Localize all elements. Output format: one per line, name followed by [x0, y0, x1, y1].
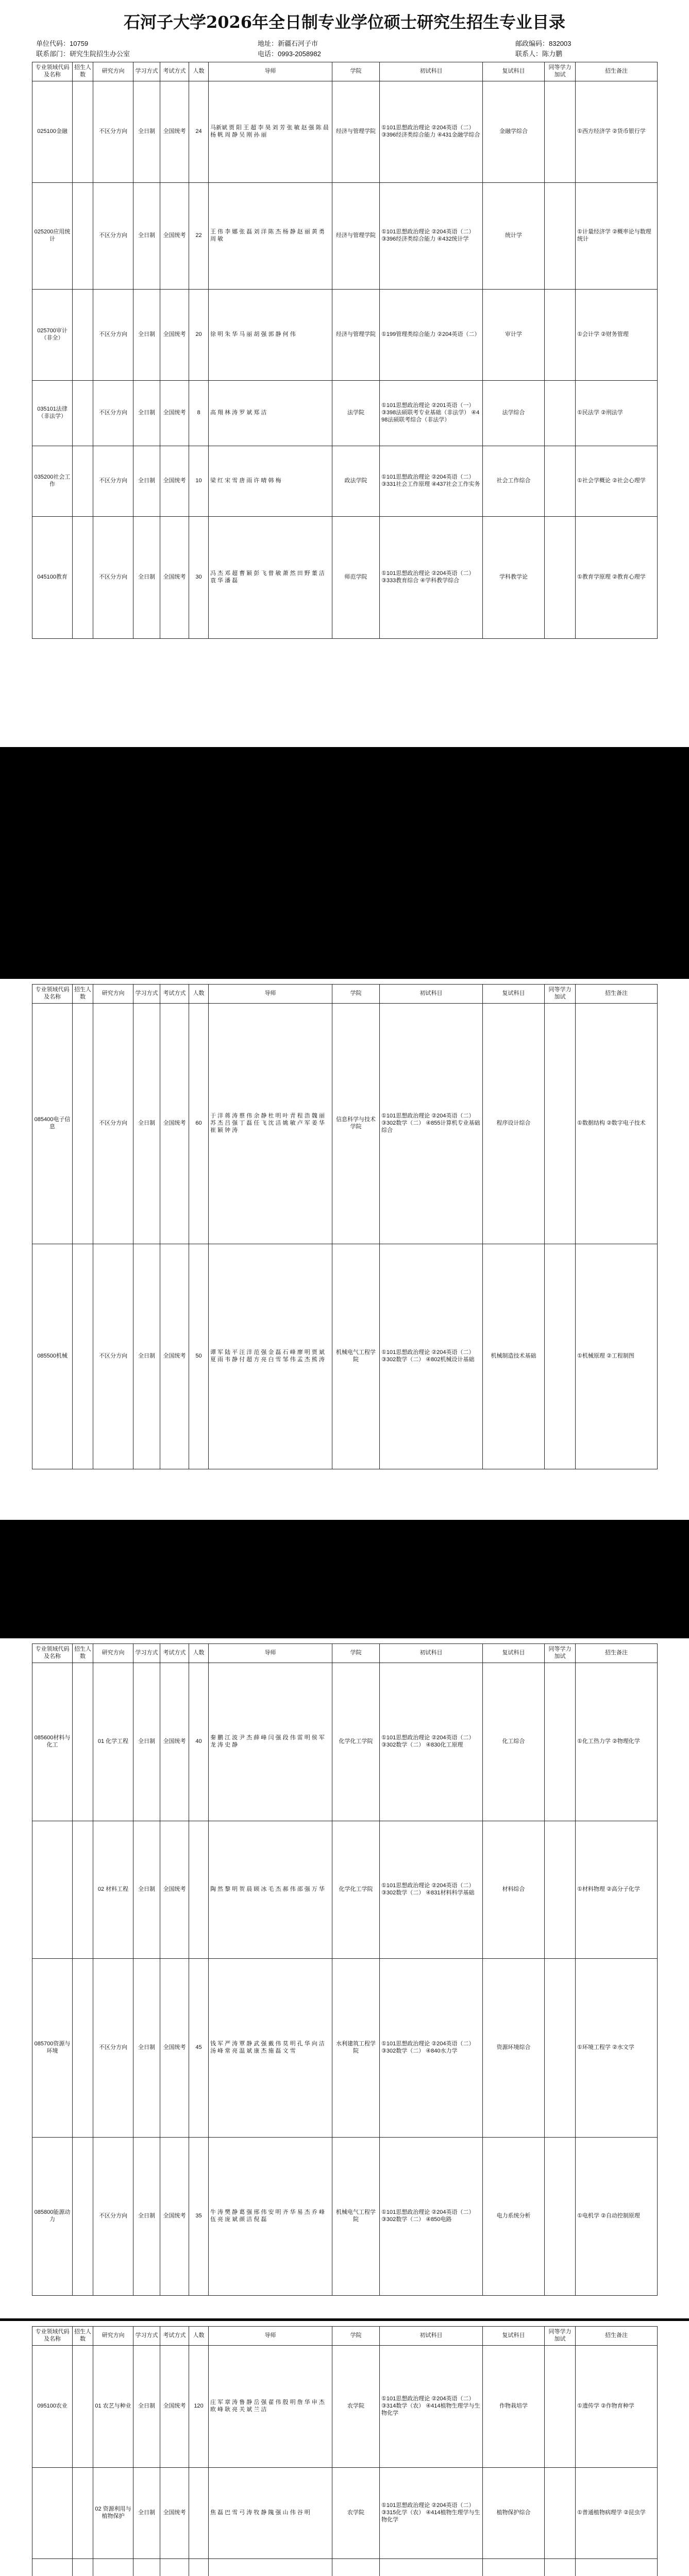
table-cell [545, 2346, 576, 2468]
table-row [32, 381, 658, 446]
table-cell: 植物保护综合 [483, 2468, 545, 2559]
table-cell: 全日制 [133, 81, 160, 183]
column-header: 同等学力加试 [545, 985, 576, 1004]
table-cell: 化工综合 [483, 1663, 545, 1821]
table-cell: ①101思想政治理论 ②204英语（二） ③302数学（二） ④802机械设计基础 [380, 1244, 483, 1469]
table-cell [73, 2559, 93, 2576]
table-cell [545, 2138, 576, 2296]
table-cell: 全国统考 [160, 81, 189, 183]
column-header: 专业领域代码及名称 [32, 2327, 73, 2346]
table-cell [32, 1821, 73, 1959]
column-header: 同等学力加试 [545, 2327, 576, 2346]
table-cell: 不区分方向 [93, 81, 133, 183]
table-cell: 全国统考 [160, 381, 189, 446]
table-cell: 水利建筑工程学院 [332, 1959, 380, 2138]
table-cell: ①101思想政治理论 ②204英语（二） ③302数学（二） ④830化工原理 [380, 1663, 483, 1821]
table-cell [545, 517, 576, 639]
column-header: 研究方向 [93, 62, 133, 81]
table-cell: 035200社会工作 [32, 446, 73, 517]
column-header: 考试方式 [160, 62, 189, 81]
column-header: 专业领域代码及名称 [32, 62, 73, 81]
table-cell: 高 翔 林 涛 罗 斌 郑 洁 [209, 381, 332, 446]
table-cell: ①教育学原理 ②教育心理学 [576, 517, 658, 639]
table-cell: 秦 鹏 江 波 尹 杰 薛 峰 闫 强 段 伟 雷 明 侯 军 龙 涛 史 静 [209, 1663, 332, 1821]
unit-phone: 0993-2058982 [278, 50, 321, 58]
table-cell [545, 381, 576, 446]
table-cell [32, 2559, 73, 2576]
unit-address: 新疆石河子市 [278, 40, 318, 47]
table-cell [483, 2559, 545, 2576]
column-header: 招生人数 [73, 62, 93, 81]
table-cell: 法学院 [332, 381, 380, 446]
column-header: 复试科目 [483, 1644, 545, 1663]
table-cell [545, 446, 576, 517]
table-cell: 全日制 [133, 1004, 160, 1244]
table-cell: 120 [189, 2346, 209, 2468]
table-cell: ①101思想政治理论 ②204英语（二） ③396经济类综合能力 ④431金融学综合 [380, 81, 483, 183]
table-cell: 王 伟 李 娜 张 磊 刘 洋 陈 杰 杨 静 赵 丽 黄 勇 周 敏 [209, 183, 332, 290]
column-header: 同等学力加试 [545, 62, 576, 81]
table-cell: 20 [189, 290, 209, 381]
unit-code: 10759 [70, 40, 89, 47]
table-cell [73, 1663, 93, 1821]
table-cell: 085400电子信息 [32, 1004, 73, 1244]
table-cell [576, 2559, 658, 2576]
table-cell: 庄 军 章 涛 鲁 静 岳 强 翟 伟 殷 明 詹 华 申 杰 欧 峰 耿 亮 关 斌 兰 洁 [209, 2346, 332, 2468]
table-cell: ①材料物理 ②高分子化学 [576, 1821, 658, 1959]
table-cell: 085700资源与环境 [32, 1959, 73, 2138]
column-header: 招生备注 [576, 985, 658, 1004]
table-cell: ①普通植物病理学 ②昆虫学 [576, 2468, 658, 2559]
table-cell: 025100金融 [32, 81, 73, 183]
column-header: 招生人数 [73, 1644, 93, 1663]
column-header: 学习方式 [133, 62, 160, 81]
table-cell [73, 381, 93, 446]
column-header: 初试科目 [380, 62, 483, 81]
table-cell: ①199管理类综合能力 ②204英语（二） [380, 290, 483, 381]
table-cell: 全国统考 [160, 1821, 189, 1959]
column-header: 学习方式 [133, 2327, 160, 2346]
table-cell: ①数据结构 ②数字电子技术 [576, 1004, 658, 1244]
table-cell [160, 2559, 189, 2576]
table-cell: 全日制 [133, 183, 160, 290]
table-cell: 全国统考 [160, 1004, 189, 1244]
table-row [32, 446, 658, 517]
table-cell: 化学化工学院 [332, 1821, 380, 1959]
column-header: 招生备注 [576, 1644, 658, 1663]
column-header: 同等学力加试 [545, 1644, 576, 1663]
table-cell: 不区分方向 [93, 290, 133, 381]
table-cell [545, 1004, 576, 1244]
table-cell: 02 资源利用与植物保护 [93, 2468, 133, 2559]
table-cell: ①101思想政治理论 ②204英语（二） ③302数学（二） ④840水力学 [380, 1959, 483, 2138]
table-cell [189, 2559, 209, 2576]
table-cell: 10 [189, 446, 209, 517]
table-row [32, 1004, 658, 1244]
table-cell [93, 2559, 133, 2576]
table-cell: 全国统考 [160, 290, 189, 381]
table-cell [73, 1821, 93, 1959]
table-cell [73, 183, 93, 290]
table-cell: 095100农业 [32, 2346, 73, 2468]
catalog-table [32, 62, 658, 639]
table-cell: ①西方经济学 ②货币银行学 [576, 81, 658, 183]
column-header: 招生备注 [576, 2327, 658, 2346]
catalog-table [32, 1643, 658, 2296]
table-cell [545, 81, 576, 183]
column-header: 导师 [209, 985, 332, 1004]
table-cell: 全国统考 [160, 2346, 189, 2468]
table-row [32, 2346, 658, 2468]
table-cell: 22 [189, 183, 209, 290]
table-cell: ①101思想政治理论 ②204英语（二） ③302数学（二） ④855计算机专业基础综合 [380, 1004, 483, 1244]
table-cell: 全国统考 [160, 1244, 189, 1469]
table-cell: ①101思想政治理论 ②204英语（二） ③315化学（农） ④414植物生理学与生物化学 [380, 2468, 483, 2559]
table-cell: 农学院 [332, 2468, 380, 2559]
page-3 [0, 1638, 689, 2318]
table-cell: 经济与管理学院 [332, 290, 380, 381]
scan-gap [0, 747, 689, 979]
table-cell: 全日制 [133, 1663, 160, 1821]
table-cell: 不区分方向 [93, 381, 133, 446]
table-cell: 全国统考 [160, 1959, 189, 2138]
table-cell: 02 材料工程 [93, 1821, 133, 1959]
column-header: 专业领域代码及名称 [32, 985, 73, 1004]
column-header: 学习方式 [133, 985, 160, 1004]
table-cell: 不区分方向 [93, 446, 133, 517]
table-cell: 50 [189, 1244, 209, 1469]
unit-dept: 研究生院招生办公室 [70, 50, 130, 58]
table-cell [545, 2559, 576, 2576]
table-cell: 085800能源动力 [32, 2138, 73, 2296]
table-row [32, 1821, 658, 1959]
table-cell: 全日制 [133, 1959, 160, 2138]
column-header: 考试方式 [160, 2327, 189, 2346]
table-cell [73, 1004, 93, 1244]
table-cell: 不区分方向 [93, 1959, 133, 2138]
catalog-table [32, 2326, 658, 2576]
column-header: 导师 [209, 62, 332, 81]
header-row [32, 2327, 658, 2346]
table-cell: 金融学综合 [483, 81, 545, 183]
table-cell: 梁 红 宋 雪 唐 雨 许 晴 韩 梅 [209, 446, 332, 517]
table-cell: 全国统考 [160, 1663, 189, 1821]
table-cell [380, 2559, 483, 2576]
table-cell: ①社会学概论 ②社会心理学 [576, 446, 658, 517]
table-cell [545, 1821, 576, 1959]
column-header: 导师 [209, 2327, 332, 2346]
table-cell [189, 2468, 209, 2559]
table-cell: 025200应用统计 [32, 183, 73, 290]
table-cell: 8 [189, 381, 209, 446]
table-cell: ①化工热力学 ②物理化学 [576, 1663, 658, 1821]
header-row [32, 1644, 658, 1663]
column-header: 人数 [189, 985, 209, 1004]
unit-zip: 832003 [549, 40, 572, 47]
table-cell: ①会计学 ②财务管理 [576, 290, 658, 381]
table-cell: 程序设计综合 [483, 1004, 545, 1244]
table-cell: 全日制 [133, 517, 160, 639]
table-row [32, 2559, 658, 2576]
table-row [32, 1244, 658, 1469]
table-cell: 政法学院 [332, 446, 380, 517]
column-header: 研究方向 [93, 985, 133, 1004]
table-cell: 学科教学论 [483, 517, 545, 639]
table-cell: 025700审计（非全） [32, 290, 73, 381]
table-cell: 全日制 [133, 2138, 160, 2296]
table-cell: ①101思想政治理论 ②204英语（二） ③331社会工作原理 ④437社会工作实务 [380, 446, 483, 517]
table-cell [73, 1244, 93, 1469]
table-cell: ①101思想政治理论 ②204英语（二） ③302数学（二） ④850电路 [380, 2138, 483, 2296]
table-cell [73, 290, 93, 381]
table-cell: 于 洋 蒋 涛 蔡 伟 余 静 杜 明 叶 青 程 浩 魏 丽 苏 杰 吕 强 丁 磊 任 飞 沈 洁 姚 敏 卢 军 姜 华 崔 颖 钟 涛 [209, 1004, 332, 1244]
table-cell: 全日制 [133, 1821, 160, 1959]
table-cell: 钱 军 严 涛 覃 静 武 强 戴 伟 莫 明 孔 华 向 洁 汤 峰 常 亮 温 斌 康 杰 施 磊 文 雪 [209, 1959, 332, 2138]
header-row [32, 985, 658, 1004]
table-cell: ①101思想政治理论 ②204英语（二） ③396经济类综合能力 ④432统计学 [380, 183, 483, 290]
table-row [32, 517, 658, 639]
table-cell [545, 183, 576, 290]
table-cell: 冯 杰 邓 超 曹 颖 彭 飞 曾 敏 萧 然 田 野 董 洁 袁 华 潘 磊 [209, 517, 332, 639]
page-4 [0, 2321, 689, 2576]
table-cell [73, 2138, 93, 2296]
table-cell: ①遗传学 ②作物育种学 [576, 2346, 658, 2468]
table-cell [189, 1821, 209, 1959]
column-header: 初试科目 [380, 1644, 483, 1663]
table-cell: 经济与管理学院 [332, 183, 380, 290]
table-cell: 全国统考 [160, 183, 189, 290]
table-cell: 全日制 [133, 2346, 160, 2468]
table-cell: 不区分方向 [93, 1244, 133, 1469]
table-row [32, 1959, 658, 2138]
column-header: 研究方向 [93, 2327, 133, 2346]
table-cell: 谭 军 陆 平 汪 洋 范 强 金 磊 石 峰 廖 明 贾 斌 夏 雨 韦 静 付 超 方 亮 白 雪 邹 伟 孟 杰 熊 涛 [209, 1244, 332, 1469]
scan-gap [0, 1520, 689, 1638]
column-header: 初试科目 [380, 2327, 483, 2346]
table-row [32, 183, 658, 290]
table-cell [73, 81, 93, 183]
table-cell: 陶 然 黎 明 贺 晨 顾 冰 毛 杰 郝 伟 邵 强 万 华 [209, 1821, 332, 1959]
table-cell: 085500机械 [32, 1244, 73, 1469]
page-2 [0, 979, 689, 1520]
unit-info: 单位代码：10759 地址：新疆石河子市 邮政编码：832003 联系部门：研究生院招生办公室 电话：0993-2058982 联系人：陈力鹏 [36, 40, 572, 58]
table-row [32, 2468, 658, 2559]
column-header: 专业领域代码及名称 [32, 1644, 73, 1663]
table-cell: ①民法学 ②刑法学 [576, 381, 658, 446]
table-cell: 信息科学与技术学院 [332, 1004, 380, 1244]
table-cell: 全国统考 [160, 517, 189, 639]
table-cell: 统计学 [483, 183, 545, 290]
table-cell: 24 [189, 81, 209, 183]
table-cell: 60 [189, 1004, 209, 1244]
column-header: 人数 [189, 2327, 209, 2346]
column-header: 考试方式 [160, 985, 189, 1004]
table-cell: 全日制 [133, 446, 160, 517]
table-cell: 电力系统分析 [483, 2138, 545, 2296]
table-cell: 40 [189, 1663, 209, 1821]
table-cell [32, 2468, 73, 2559]
table-cell: ①电机学 ②自动控制原理 [576, 2138, 658, 2296]
table-cell: ①环境工程学 ②水文学 [576, 1959, 658, 2138]
table-cell: 085600材料与化工 [32, 1663, 73, 1821]
column-header: 人数 [189, 1644, 209, 1663]
table-cell: 机械电气工程学院 [332, 1244, 380, 1469]
table-cell: ①101思想政治理论 ②204英语（二） ③302数学（二） ④831材料科学基础 [380, 1821, 483, 1959]
table-cell: 全日制 [133, 381, 160, 446]
table-cell: 全日制 [133, 2468, 160, 2559]
table-cell [73, 2346, 93, 2468]
table-cell [332, 2559, 380, 2576]
table-cell [73, 2468, 93, 2559]
table-cell: ①101思想政治理论 ②204英语（二） ③333教育综合 ④学科教学综合 [380, 517, 483, 639]
table-cell: 全国统考 [160, 446, 189, 517]
unit-contact: 陈力鹏 [542, 50, 563, 58]
table-cell [133, 2559, 160, 2576]
column-header: 招生备注 [576, 62, 658, 81]
page-1 [0, 0, 689, 747]
column-header: 招生人数 [73, 985, 93, 1004]
table-cell: 45 [189, 1959, 209, 2138]
column-header: 考试方式 [160, 1644, 189, 1663]
table-cell [545, 1959, 576, 2138]
column-header: 学习方式 [133, 1644, 160, 1663]
table-cell [545, 2468, 576, 2559]
table-row [32, 2138, 658, 2296]
column-header: 导师 [209, 1644, 332, 1663]
table-cell: 035101法律（非法学） [32, 381, 73, 446]
table-cell: 不区分方向 [93, 1004, 133, 1244]
column-header: 学院 [332, 985, 380, 1004]
table-cell: 不区分方向 [93, 517, 133, 639]
column-header: 人数 [189, 62, 209, 81]
table-cell [545, 1244, 576, 1469]
table-cell: 化学化工学院 [332, 1663, 380, 1821]
column-header: 学院 [332, 2327, 380, 2346]
table-cell: 材料综合 [483, 1821, 545, 1959]
table-cell: ①计量经济学 ②概率论与数理统计 [576, 183, 658, 290]
table-cell: 牛 涛 樊 静 葛 强 邢 伟 安 明 齐 华 易 杰 乔 峰 伍 亮 庞 斌 颜 洁 倪 磊 [209, 2138, 332, 2296]
column-header: 复试科目 [483, 2327, 545, 2346]
table-cell: 经济与管理学院 [332, 81, 380, 183]
table-cell: 全日制 [133, 290, 160, 381]
catalog-table [32, 984, 658, 1469]
table-cell: 焦 磊 巴 雪 弓 涛 牧 静 隗 强 山 伟 谷 明 [209, 2468, 332, 2559]
table-cell: 机械制造技术基础 [483, 1244, 545, 1469]
column-header: 复试科目 [483, 985, 545, 1004]
table-cell: 不区分方向 [93, 183, 133, 290]
column-header: 学院 [332, 62, 380, 81]
table-cell [545, 290, 576, 381]
table-row [32, 81, 658, 183]
table-cell [545, 1663, 576, 1821]
table-cell: 审计学 [483, 290, 545, 381]
table-cell: 全国统考 [160, 2468, 189, 2559]
header-row [32, 62, 658, 81]
document-title: 石河子大学2026年全日制专业学位硕士研究生招生专业目录 [123, 12, 566, 32]
table-cell: 全日制 [133, 1244, 160, 1469]
table-cell: 01 农艺与种业 [93, 2346, 133, 2468]
table-cell: 法学综合 [483, 381, 545, 446]
table-cell: 徐 明 朱 华 马 丽 胡 强 郭 静 何 伟 [209, 290, 332, 381]
table-cell: ①101思想政治理论 ②204英语（二） ③314数学（农） ④414植物生理学与生物化学 [380, 2346, 483, 2468]
table-cell: 35 [189, 2138, 209, 2296]
table-cell: ①101思想政治理论 ②201英语（一） ③398法硕联考专业基础（非法学） ④498法硕联考综合（非法学） [380, 381, 483, 446]
table-cell: ①机械原理 ②工程制图 [576, 1244, 658, 1469]
column-header: 招生人数 [73, 2327, 93, 2346]
table-cell: 农学院 [332, 2346, 380, 2468]
table-row [32, 1663, 658, 1821]
column-header: 研究方向 [93, 1644, 133, 1663]
table-cell: 马新斌 贾 阳 王 超 李 昊 刘 芳 张 敏 赵 强 陈 晨 杨 帆 周 静 吴 刚 孙 丽 [209, 81, 332, 183]
table-cell: 社会工作综合 [483, 446, 545, 517]
column-header: 初试科目 [380, 985, 483, 1004]
table-cell: 作物栽培学 [483, 2346, 545, 2468]
table-cell: 不区分方向 [93, 2138, 133, 2296]
table-row [32, 290, 658, 381]
table-cell [209, 2559, 332, 2576]
table-cell: 045100教育 [32, 517, 73, 639]
table-cell [73, 1959, 93, 2138]
table-cell: 01 化学工程 [93, 1663, 133, 1821]
table-cell: 机械电气工程学院 [332, 2138, 380, 2296]
table-cell: 师范学院 [332, 517, 380, 639]
table-cell: 资源环境综合 [483, 1959, 545, 2138]
column-header: 学院 [332, 1644, 380, 1663]
table-cell [73, 517, 93, 639]
table-cell: 30 [189, 517, 209, 639]
column-header: 复试科目 [483, 62, 545, 81]
table-cell [73, 446, 93, 517]
table-cell: 全国统考 [160, 2138, 189, 2296]
